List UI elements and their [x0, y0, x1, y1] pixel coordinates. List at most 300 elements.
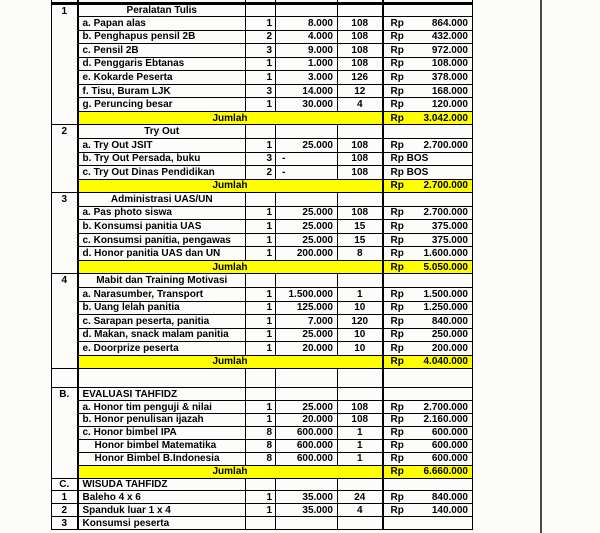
count-cell: 15 — [338, 220, 383, 234]
table-row — [52, 287, 473, 301]
unit-price-cell: 600.000 — [276, 439, 338, 452]
item-label-cell: b. Penghapus pensil 2B — [78, 30, 246, 44]
qty-cell: 1 — [246, 504, 276, 517]
item-label-cell: a. Honor tim penguji & nilai — [78, 401, 246, 414]
item-label-cell: a. Pas photo siswa — [78, 206, 246, 220]
count-cell — [338, 193, 383, 207]
jumlah-row — [52, 355, 473, 369]
amount-content — [384, 440, 473, 451]
unit-price-cell: 35.000 — [276, 504, 338, 517]
unit-price-cell: 8.000 — [276, 17, 338, 31]
currency-label: Rp — [390, 288, 404, 300]
table-row — [52, 84, 473, 98]
qty-cell: 8 — [246, 439, 276, 452]
qty-cell — [246, 274, 276, 288]
amount-content — [384, 343, 473, 354]
amount-content — [384, 466, 473, 477]
item-label-cell: e. Doorprize peserta — [78, 342, 246, 356]
amount-value: 108.000 — [431, 58, 468, 70]
amount-value: 375.000 — [431, 221, 468, 233]
amount-cell — [383, 274, 473, 288]
unit-price-cell: 200.000 — [276, 247, 338, 261]
amount-cell — [383, 328, 473, 342]
count-cell: 108 — [338, 44, 383, 58]
amount-content — [384, 492, 473, 503]
unit-price-cell — [276, 274, 338, 288]
amount-cell — [383, 193, 473, 207]
unit-price-cell — [276, 388, 338, 401]
unit-price-cell: 1.000 — [276, 57, 338, 71]
amount-value: 375.000 — [431, 234, 468, 246]
table-row — [52, 452, 473, 465]
amount-cell — [383, 369, 473, 388]
unit-price-cell: 35.000 — [276, 491, 338, 504]
table-row — [52, 30, 473, 44]
table-row — [52, 220, 473, 234]
qty-cell: 1 — [246, 17, 276, 31]
item-label-cell: b. Honor penulisan ijazah — [78, 414, 246, 427]
unit-price-cell: 14.000 — [276, 84, 338, 98]
amount-content — [384, 113, 473, 124]
amount-cell — [383, 315, 473, 329]
currency-label: Rp — [390, 302, 404, 314]
section-title-row — [52, 274, 473, 288]
jumlah-row — [52, 465, 473, 478]
amount-value: 5.050.000 — [423, 261, 468, 273]
unit-price-cell: 600.000 — [276, 426, 338, 439]
item-label-cell: Honor Bimbel B.Indonesia — [78, 452, 246, 465]
qty-cell — [246, 125, 276, 139]
row-number-cell: 2 — [52, 125, 78, 193]
currency-label: Rp — [390, 356, 404, 368]
table-row — [52, 426, 473, 439]
amount-value: 600.000 — [431, 453, 468, 465]
qty-cell — [246, 3, 276, 17]
row-number-cell — [52, 369, 78, 388]
jumlah-row — [52, 179, 473, 193]
count-cell: 4 — [338, 504, 383, 517]
table-row — [52, 44, 473, 58]
section-title-cell: EVALUASI TAHFIDZ — [78, 388, 246, 401]
qty-cell: 1 — [246, 98, 276, 112]
qty-cell: 1 — [246, 138, 276, 152]
item-label-cell: c. Try Out Dinas Pendidikan — [78, 166, 246, 180]
item-label-cell: Spanduk luar 1 x 4 — [78, 504, 246, 517]
unit-price-cell: 25.000 — [276, 328, 338, 342]
amount-cell — [383, 152, 473, 166]
qty-cell: 1 — [246, 287, 276, 301]
count-cell: 12 — [338, 84, 383, 98]
count-cell: 1 — [338, 426, 383, 439]
unit-price-cell: - — [276, 152, 338, 166]
qty-cell: 1 — [246, 328, 276, 342]
qty-cell — [246, 193, 276, 207]
amount-value: 200.000 — [431, 342, 468, 354]
currency-label: Rp — [390, 72, 404, 83]
item-label-cell — [78, 369, 246, 388]
currency-label: Rp — [390, 401, 404, 413]
amount-value: 840.000 — [431, 315, 468, 327]
table-row — [52, 439, 473, 452]
qty-cell — [246, 517, 276, 530]
item-label-cell: a. Papan alas — [78, 17, 246, 31]
amount-cell — [383, 57, 473, 71]
section-title-row — [52, 3, 473, 17]
amount-cell — [383, 287, 473, 301]
currency-label: Rp — [390, 440, 404, 452]
qty-cell — [246, 478, 276, 491]
currency-label: Rp — [390, 58, 404, 70]
amount-value: 168.000 — [431, 85, 468, 97]
currency-label: Rp — [390, 44, 404, 56]
unit-price-cell: 9.000 — [276, 44, 338, 58]
unit-price-cell: 25.000 — [276, 206, 338, 220]
page-break-divider-line — [540, 0, 542, 533]
amount-content — [384, 72, 473, 83]
item-label-cell: g. Peruncing besar — [78, 98, 246, 112]
amount-value: 6.660.000 — [423, 466, 468, 478]
table-row — [52, 247, 473, 261]
row-number-cell: 4 — [52, 274, 78, 369]
table-row — [52, 166, 473, 180]
jumlah-row — [52, 260, 473, 274]
amount-content — [384, 18, 473, 29]
table-row — [52, 342, 473, 356]
count-cell — [338, 388, 383, 401]
amount-cell — [383, 98, 473, 112]
amount-cell — [383, 414, 473, 427]
table-row — [52, 152, 473, 166]
section-title-cell: Administrasi UAS/UN — [78, 193, 246, 207]
qty-cell: 1 — [246, 233, 276, 247]
count-cell: 1 — [338, 439, 383, 452]
count-cell: 10 — [338, 328, 383, 342]
qty-cell: 2 — [246, 30, 276, 44]
amount-cell — [383, 478, 473, 491]
unit-price-cell: 125.000 — [276, 301, 338, 315]
qty-cell: 1 — [246, 301, 276, 315]
amount-cell — [383, 342, 473, 356]
jumlah-label-cell: Jumlah — [78, 179, 383, 193]
amount-cell — [383, 452, 473, 465]
qty-cell: 3 — [246, 84, 276, 98]
amount-content — [384, 262, 473, 273]
count-cell: 108 — [338, 138, 383, 152]
amount-content — [384, 167, 473, 178]
item-label-cell: c. Sarapan peserta, panitia — [78, 315, 246, 329]
count-cell — [338, 274, 383, 288]
count-cell: 24 — [338, 491, 383, 504]
count-cell: 108 — [338, 57, 383, 71]
unit-price-cell: - — [276, 166, 338, 180]
amount-content — [384, 414, 473, 425]
item-label-cell: c. Pensil 2B — [78, 44, 246, 58]
row-number-cell: C. — [52, 478, 78, 491]
unit-price-cell: 25.000 — [276, 233, 338, 247]
amount-content — [384, 316, 473, 327]
section-title-cell: Peralatan Tulis — [78, 3, 246, 17]
amount-content — [384, 153, 473, 164]
item-label-cell: d. Penggaris Ebtanas — [78, 57, 246, 71]
currency-label: Rp — [390, 342, 404, 354]
currency-label: Rp — [390, 453, 404, 465]
count-cell — [338, 478, 383, 491]
row-number-cell: 1 — [52, 3, 78, 125]
table-row — [52, 491, 473, 504]
section-title-row — [52, 193, 473, 207]
currency-label: Rp — [390, 221, 404, 233]
amount-value: 250.000 — [431, 329, 468, 341]
unit-price-cell: 25.000 — [276, 220, 338, 234]
amount-cell — [383, 491, 473, 504]
item-label-cell: Honor bimbel Matematika — [78, 439, 246, 452]
count-cell: 108 — [338, 30, 383, 44]
item-label-cell: c. Honor bimbel IPA — [78, 426, 246, 439]
amount-content — [384, 86, 473, 97]
qty-cell: 8 — [246, 452, 276, 465]
item-label-cell: b. Uang lelah panitia — [78, 301, 246, 315]
currency-label: Rp — [390, 414, 404, 426]
currency-label: Rp — [390, 234, 404, 246]
unit-price-cell — [276, 193, 338, 207]
count-cell: 1 — [338, 452, 383, 465]
currency-label: Rp — [390, 180, 404, 192]
count-cell — [338, 3, 383, 17]
currency-label: Rp — [390, 112, 404, 124]
item-label-cell: c. Konsumsi panitia, pengawas — [78, 233, 246, 247]
amount-cell — [383, 233, 473, 247]
amount-cell — [383, 206, 473, 220]
row-number-cell: 3 — [52, 517, 78, 530]
amount-cell — [383, 355, 473, 369]
table-row — [52, 301, 473, 315]
currency-label: Rp — [390, 427, 404, 439]
amount-value: 2.700.000 — [423, 401, 468, 413]
amount-value: 2.700.000 — [423, 180, 468, 192]
currency-label: Rp — [390, 315, 404, 327]
row-number-cell: 2 — [52, 504, 78, 517]
qty-cell: 1 — [246, 401, 276, 414]
amount-cell — [383, 71, 473, 85]
count-cell: 1 — [338, 287, 383, 301]
unit-price-cell: 20.000 — [276, 414, 338, 427]
row-number-cell: 3 — [52, 193, 78, 274]
amount-cell — [383, 138, 473, 152]
amount-cell — [383, 426, 473, 439]
item-label-cell: f. Tisu, Buram LJK — [78, 84, 246, 98]
amount-cell — [383, 84, 473, 98]
amount-content — [384, 329, 473, 340]
item-label-cell: Baleho 4 x 6 — [78, 491, 246, 504]
amount-cell — [383, 111, 473, 125]
count-cell — [338, 125, 383, 139]
amount-cell — [383, 401, 473, 414]
item-label-cell: e. Kokarde Peserta — [78, 71, 246, 85]
amount-value: 1.600.000 — [423, 248, 468, 260]
amount-cell — [383, 179, 473, 193]
qty-cell: 1 — [246, 57, 276, 71]
currency-label: Rp — [390, 261, 404, 273]
unit-price-cell: 1.500.000 — [276, 287, 338, 301]
currency-label: Rp — [390, 491, 404, 503]
table-row — [52, 138, 473, 152]
unit-price-cell: 600.000 — [276, 452, 338, 465]
amount-content — [384, 505, 473, 516]
unit-price-cell: 30.000 — [276, 98, 338, 112]
item-label-cell: a. Try Out JSIT — [78, 138, 246, 152]
amount-value: 600.000 — [431, 440, 468, 452]
table-row — [52, 233, 473, 247]
qty-cell: 3 — [246, 152, 276, 166]
table-row — [52, 57, 473, 71]
unit-price-cell — [276, 478, 338, 491]
qty-cell: 8 — [246, 426, 276, 439]
amount-content — [384, 180, 473, 191]
qty-cell: 1 — [246, 220, 276, 234]
amount-cell — [383, 439, 473, 452]
qty-cell: 1 — [246, 71, 276, 85]
amount-content — [384, 221, 473, 232]
currency-label: Rp — [390, 466, 404, 478]
unit-price-cell: 3.000 — [276, 71, 338, 85]
amount-value: 2.700.000 — [423, 139, 468, 151]
amount-value: 432.000 — [431, 31, 468, 43]
qty-cell — [246, 369, 276, 388]
amount-cell — [383, 301, 473, 315]
qty-cell: 1 — [246, 491, 276, 504]
amount-content — [384, 453, 473, 464]
table-row — [52, 328, 473, 342]
amount-cell — [383, 388, 473, 401]
currency-label: Rp — [390, 31, 404, 43]
jumlah-label-cell: Jumlah — [78, 465, 383, 478]
amount-content — [384, 31, 473, 42]
amount-cell — [383, 465, 473, 478]
section-title-cell: Try Out — [78, 125, 246, 139]
currency-label: Rp — [390, 329, 404, 341]
currency-label: Rp — [390, 248, 404, 260]
count-cell: 108 — [338, 17, 383, 31]
amount-content — [384, 207, 473, 218]
section-title-cell: WISUDA TAHFIDZ — [78, 478, 246, 491]
amount-content — [384, 356, 473, 367]
amount-value: 378.000 — [431, 72, 468, 83]
amount-content — [384, 235, 473, 246]
unit-price-cell — [276, 125, 338, 139]
amount-content — [384, 289, 473, 300]
amount-value: 864.000 — [431, 17, 468, 29]
count-cell: 108 — [338, 206, 383, 220]
item-label-cell: b. Try Out Persada, buku — [78, 152, 246, 166]
count-cell: 120 — [338, 315, 383, 329]
jumlah-label-cell: Jumlah — [78, 355, 383, 369]
section-title-row — [52, 388, 473, 401]
amount-cell — [383, 44, 473, 58]
currency-label: Rp — [390, 504, 404, 516]
unit-price-cell: 4.000 — [276, 30, 338, 44]
count-cell: 10 — [338, 301, 383, 315]
qty-cell — [246, 388, 276, 401]
count-cell: 108 — [338, 414, 383, 427]
amount-cell — [383, 30, 473, 44]
table-row — [52, 206, 473, 220]
qty-cell: 1 — [246, 247, 276, 261]
amount-value: 840.000 — [431, 491, 468, 503]
amount-cell — [383, 247, 473, 261]
count-cell: 8 — [338, 247, 383, 261]
amount-content — [384, 99, 473, 110]
amount-cell — [383, 166, 473, 180]
item-label-cell: d. Makan, snack malam panitia — [78, 328, 246, 342]
item-label-cell: b. Konsumsi panitia UAS — [78, 220, 246, 234]
count-cell: 108 — [338, 401, 383, 414]
count-cell: 108 — [338, 166, 383, 180]
table-row — [52, 414, 473, 427]
currency-label: Rp — [390, 207, 404, 219]
qty-cell: 3 — [246, 44, 276, 58]
currency-label: Rp — [390, 139, 404, 151]
amount-value: 1.250.000 — [423, 302, 468, 314]
qty-cell: 1 — [246, 414, 276, 427]
unit-price-cell — [276, 3, 338, 17]
amount-content — [384, 45, 473, 56]
count-cell: 126 — [338, 71, 383, 85]
amount-value: 600.000 — [431, 427, 468, 439]
row-number-cell: 1 — [52, 491, 78, 504]
count-cell — [338, 369, 383, 388]
unit-price-cell: 25.000 — [276, 138, 338, 152]
amount-content — [384, 427, 473, 438]
amount-value: 3.042.000 — [423, 112, 468, 124]
qty-cell: 2 — [246, 166, 276, 180]
section-title-row — [52, 125, 473, 139]
amount-value: 4.040.000 — [423, 356, 468, 368]
item-label-cell: d. Honor panitia UAS dan UN — [78, 247, 246, 261]
empty-row — [52, 369, 473, 388]
amount-value: 2.160.000 — [423, 414, 468, 426]
currency-label: Rp — [390, 85, 404, 97]
qty-cell: 1 — [246, 342, 276, 356]
budget-table-body — [52, 0, 473, 530]
currency-label: Rp BOS — [390, 153, 429, 165]
jumlah-label-cell: Jumlah — [78, 111, 383, 125]
count-cell: 15 — [338, 233, 383, 247]
qty-cell: 1 — [246, 206, 276, 220]
amount-content — [384, 58, 473, 69]
amount-cell — [383, 504, 473, 517]
amount-value: 140.000 — [431, 504, 468, 516]
amount-cell — [383, 517, 473, 530]
table-row — [52, 504, 473, 517]
amount-content — [384, 140, 473, 151]
amount-cell — [383, 125, 473, 139]
amount-value: 2.700.000 — [423, 207, 468, 219]
unit-price-cell: 25.000 — [276, 401, 338, 414]
item-label-cell: a. Narasumber, Transport — [78, 287, 246, 301]
amount-cell — [383, 3, 473, 17]
amount-cell — [383, 260, 473, 274]
section-title-cell: Mabit dan Training Motivasi — [78, 274, 246, 288]
count-cell: 108 — [338, 152, 383, 166]
amount-content — [384, 248, 473, 259]
qty-cell: 1 — [246, 315, 276, 329]
table-row — [52, 98, 473, 112]
count-cell: 4 — [338, 98, 383, 112]
budget-table — [51, 0, 473, 530]
currency-label: Rp — [390, 17, 404, 29]
amount-value: 120.000 — [431, 99, 468, 111]
amount-cell — [383, 220, 473, 234]
